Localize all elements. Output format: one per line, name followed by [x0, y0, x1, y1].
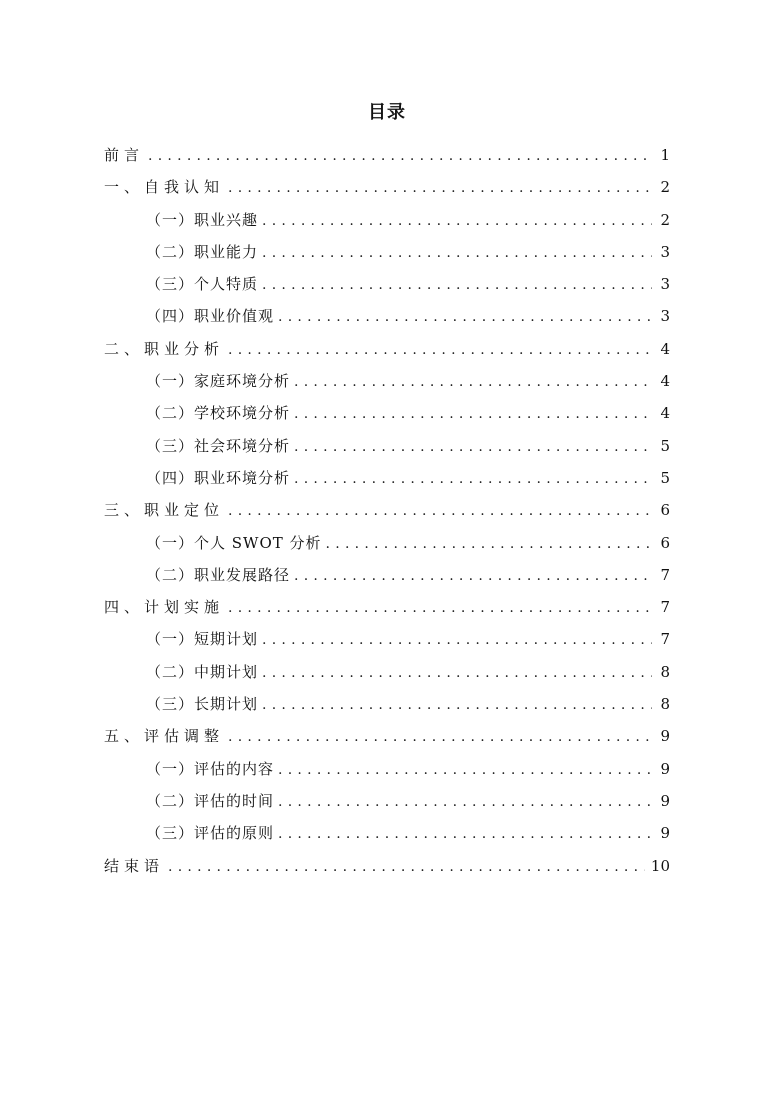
toc-dot-leader: [294, 401, 652, 427]
toc-entry-label: 三、职业定位: [104, 501, 225, 520]
toc-entry-page-number: 3: [660, 307, 670, 326]
toc-entry-page-number: 7: [660, 565, 670, 584]
toc-entry-label: （三）长期计划: [146, 695, 259, 714]
toc-entry-label: （三）个人特质: [146, 275, 259, 294]
toc-entry-label: 五、评估调整: [104, 727, 225, 746]
toc-entry-chapter[interactable]: [104, 853, 670, 885]
toc-entry-label: （一）家庭环境分析: [146, 372, 291, 391]
toc-dot-leader: [262, 660, 652, 686]
toc-entry-chapter[interactable]: [104, 497, 670, 529]
toc-entry-page-number: 4: [660, 404, 670, 423]
toc-entry-label: 前言: [104, 146, 145, 164]
toc-entry-page-number: 5: [660, 436, 670, 455]
toc-dot-leader: [278, 789, 652, 815]
toc-entry-page-number: 6: [660, 533, 670, 552]
toc-entry-section[interactable]: [104, 433, 670, 465]
toc-dot-leader: [262, 208, 652, 234]
toc-entry-chapter[interactable]: [104, 142, 670, 174]
toc-entry-section[interactable]: [104, 659, 670, 691]
toc-dot-leader: [228, 724, 652, 750]
toc-entry-page-number: 1: [660, 146, 670, 164]
toc-entry-chapter[interactable]: [104, 174, 670, 206]
toc-entry-page-number: 4: [660, 339, 670, 358]
toc-entry-label: （一）评估的内容: [146, 759, 275, 778]
toc-dot-leader: [228, 337, 652, 363]
toc-entry-section[interactable]: [104, 207, 670, 239]
toc-entry-section[interactable]: [104, 400, 670, 432]
toc-dot-leader: [262, 627, 652, 653]
toc-entry-page-number: 9: [660, 824, 670, 843]
toc-entry-section[interactable]: [104, 303, 670, 335]
toc-entry-section[interactable]: [104, 691, 670, 723]
toc-dot-leader: [294, 563, 652, 589]
toc-entry-page-number: 2: [660, 178, 670, 197]
toc-entry-label: 四、计划实施: [104, 598, 225, 617]
toc-entry-page-number: 9: [660, 759, 670, 778]
toc-entry-page-number: 5: [660, 468, 670, 487]
toc-dot-leader: [228, 498, 652, 524]
toc-entry-label: （三）社会环境分析: [146, 436, 291, 455]
toc-entry-section[interactable]: [104, 820, 670, 852]
toc-entry-label: （一）短期计划: [146, 630, 259, 649]
toc-entry-page-number: 7: [660, 630, 670, 649]
toc-entry-chapter[interactable]: [104, 723, 670, 755]
toc-dot-leader: [262, 692, 652, 718]
toc-entry-page-number: 8: [660, 662, 670, 681]
toc-entry-page-number: 9: [660, 727, 670, 746]
toc-entry-label: （四）职业价值观: [146, 307, 275, 326]
toc-entry-label: （一）个人 SWOT 分析: [146, 533, 322, 552]
toc-entry-label: （二）中期计划: [146, 662, 259, 681]
page-title: 目录: [368, 102, 406, 123]
toc-entry-label: （二）学校环境分析: [146, 404, 291, 423]
toc-entry-page-number: 3: [660, 242, 670, 261]
toc-dot-leader: [278, 757, 652, 783]
toc-dot-leader: [148, 143, 652, 169]
toc-entry-label: （一）职业兴趣: [146, 210, 259, 229]
toc-dot-leader: [326, 531, 652, 557]
toc-entry-label: （四）职业环境分析: [146, 468, 291, 487]
toc-entry-page-number: 6: [660, 501, 670, 520]
toc-dot-leader: [168, 854, 645, 880]
toc-entry-chapter[interactable]: [104, 594, 670, 626]
table-of-contents: [104, 142, 670, 885]
toc-entry-label: 二、职业分析: [104, 339, 225, 358]
toc-entry-section[interactable]: [104, 756, 670, 788]
toc-dot-leader: [228, 175, 652, 201]
toc-dot-leader: [262, 272, 652, 298]
toc-entry-page-number: 10: [650, 856, 670, 875]
toc-dot-leader: [278, 821, 652, 847]
toc-entry-label: （二）职业能力: [146, 242, 259, 261]
toc-entry-label: （二）评估的时间: [146, 791, 275, 810]
toc-dot-leader: [278, 304, 652, 330]
toc-dot-leader: [228, 595, 652, 621]
toc-entry-section[interactable]: [104, 239, 670, 271]
toc-dot-leader: [294, 369, 652, 395]
toc-entry-section[interactable]: [104, 530, 670, 562]
toc-entry-section[interactable]: [104, 368, 670, 400]
toc-entry-page-number: 9: [660, 791, 670, 810]
toc-entry-section[interactable]: [104, 271, 670, 303]
toc-entry-page-number: 8: [660, 695, 670, 714]
toc-entry-section[interactable]: [104, 788, 670, 820]
toc-dot-leader: [262, 240, 652, 266]
toc-dot-leader: [294, 466, 652, 492]
toc-entry-page-number: 2: [660, 210, 670, 229]
toc-entry-section[interactable]: [104, 562, 670, 594]
toc-entry-section[interactable]: [104, 465, 670, 497]
toc-entry-page-number: 3: [660, 275, 670, 294]
toc-entry-label: （三）评估的原则: [146, 824, 275, 843]
toc-dot-leader: [294, 434, 652, 460]
toc-entry-label: （二）职业发展路径: [146, 565, 291, 584]
toc-entry-page-number: 7: [660, 598, 670, 617]
toc-entry-chapter[interactable]: [104, 336, 670, 368]
toc-entry-page-number: 4: [660, 372, 670, 391]
toc-entry-label: 结束语: [104, 856, 165, 875]
toc-entry-label: 一、自我认知: [104, 178, 225, 197]
toc-entry-section[interactable]: [104, 626, 670, 658]
